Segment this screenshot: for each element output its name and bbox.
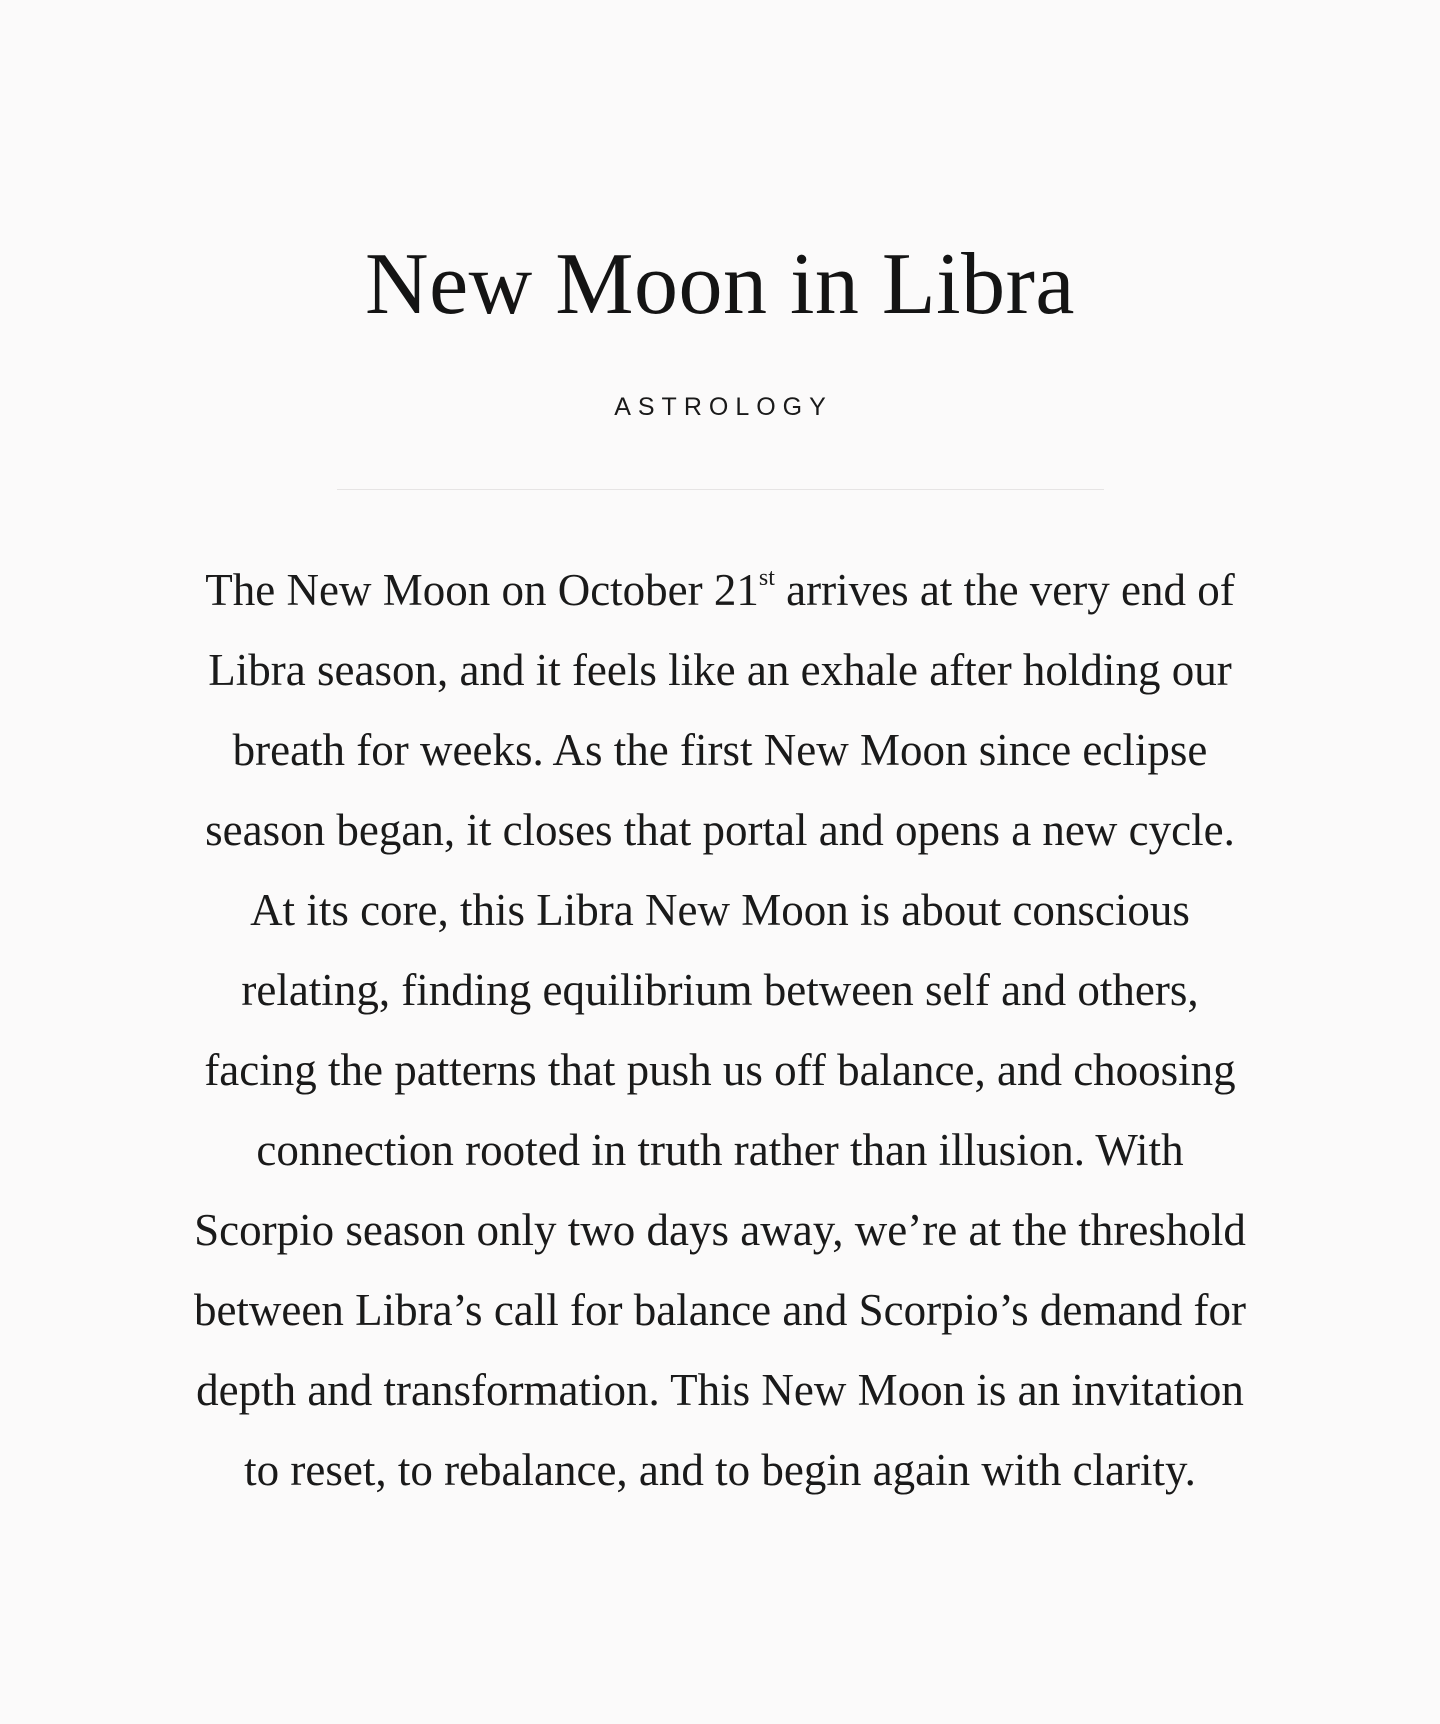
body-line: facing the patterns that push us off balance, and choosing [204,1045,1236,1095]
body-line: between Libra’s call for balance and Scorpio’s demand for [193,1285,1247,1335]
body-line: depth and transformation. This New Moon is an invitation [196,1365,1244,1415]
body-line: Scorpio season only two days away, we’re at the threshold [194,1205,1246,1255]
article-title: New Moon in Libra [365,236,1075,333]
body-line: relating, finding equilibrium between self and others, [241,965,1199,1015]
body-line: At its core, this Libra New Moon is about conscious [250,885,1190,935]
body-line: breath for weeks. As the first New Moon since eclipse [232,725,1208,775]
body-line: season began, it closes that portal and opens a new cycle. [205,805,1235,855]
body-line-text: The New Moon on October 21 [205,565,759,615]
body-line [160,550,1280,630]
body-line: connection rooted in truth rather than illusion. With [256,1125,1184,1175]
divider [337,489,1104,490]
category-label: ASTROLOGY [614,393,833,421]
body-line-text: arrives at the very end of [774,565,1235,615]
article-body [160,550,1280,1510]
body-line: to reset, to rebalance, and to begin again with clarity. [244,1445,1196,1495]
body-line: Libra season, and it feels like an exhale after holding our [208,645,1232,695]
ordinal-suffix: st [758,565,775,591]
